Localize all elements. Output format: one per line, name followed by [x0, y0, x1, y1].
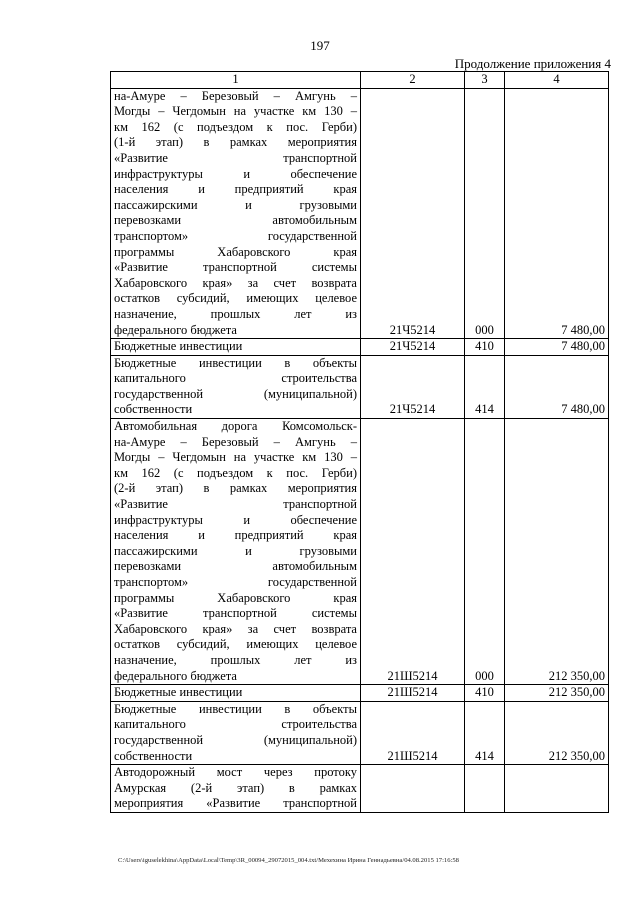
row-code: 21Ш5214 — [361, 419, 465, 685]
description-line: км 162 (с подъездом к пос. Герби) — [114, 465, 357, 480]
row-amount: 7 480,00 — [505, 88, 609, 339]
row-type — [465, 765, 505, 813]
description-line: программы Хабаровского края — [114, 244, 357, 259]
column-header-2: 2 — [361, 72, 465, 89]
description-line: Бюджетные инвестиции — [114, 339, 243, 354]
table-row — [111, 339, 609, 356]
row-code: 21Ш5214 — [361, 701, 465, 764]
description-line: Автодорожный мост через протоку — [114, 765, 357, 780]
description-line: Автомобильная дорога Комсомольск- — [114, 419, 357, 434]
description-line: пассажирскими и грузовыми — [114, 543, 357, 558]
row-amount: 7 480,00 — [505, 355, 609, 418]
column-header-1: 1 — [111, 72, 361, 89]
row-description — [111, 355, 361, 418]
row-amount: 212 350,00 — [505, 419, 609, 685]
description-line: программы Хабаровского края — [114, 590, 357, 605]
row-code: 21Ч5214 — [361, 339, 465, 356]
column-header-3: 3 — [465, 72, 505, 89]
description-line: государственной (муниципальной) — [114, 386, 357, 401]
description-line: Могды – Чегдомын на участке км 130 – — [114, 450, 357, 465]
description-line: населения и предприятий края — [114, 528, 357, 543]
row-description — [111, 419, 361, 685]
table-header-row — [111, 72, 609, 89]
budget-table — [110, 71, 609, 813]
table-row — [111, 419, 609, 685]
row-description — [111, 685, 361, 702]
description-line: назначение, прошлых лет из — [114, 652, 357, 667]
row-type: 414 — [465, 355, 505, 418]
description-line: собственности — [114, 402, 193, 417]
description-line: остатков субсидий, имеющих целевое — [114, 291, 357, 306]
description-line: капитального строительства — [114, 371, 357, 386]
row-type: 000 — [465, 88, 505, 339]
description-line: инфраструктуры и обеспечение — [114, 166, 357, 181]
row-amount — [505, 765, 609, 813]
description-line: на-Амуре – Березовый – Амгунь – — [114, 434, 357, 449]
description-line: Бюджетные инвестиции — [114, 685, 243, 700]
file-path-footer: C:\Users\iguselekhina\AppData\Local\Temp\3R_00094_29072015_004.txt/Мехехина Ирина Геннадьевна/04.08.2015 17:16:58 — [118, 857, 459, 864]
description-line: на-Амуре – Березовый – Амгунь – — [114, 88, 357, 103]
description-line: населения и предприятий края — [114, 182, 357, 197]
row-amount: 212 350,00 — [505, 701, 609, 764]
description-line: Хабаровского края» за счет возврата — [114, 621, 357, 636]
description-line: остатков субсидий, имеющих целевое — [114, 637, 357, 652]
description-line: назначение, прошлых лет из — [114, 306, 357, 321]
description-line: капитального строительства — [114, 717, 357, 732]
description-line: Бюджетные инвестиции в объекты — [114, 701, 357, 716]
description-line: пассажирскими и грузовыми — [114, 197, 357, 212]
description-line: Амурская (2-й этап) в рамках — [114, 780, 357, 795]
row-description — [111, 339, 361, 356]
row-code: 21Ч5214 — [361, 355, 465, 418]
description-line: федерального бюджета — [114, 668, 237, 683]
description-line: Бюджетные инвестиции в объекты — [114, 355, 357, 370]
table-row — [111, 701, 609, 764]
description-line: перевозками автомобильным — [114, 559, 357, 574]
description-line: (2-й этап) в рамках мероприятия — [114, 481, 357, 496]
description-line: «Развитие транспортной системы — [114, 260, 357, 275]
row-code: 21Ч5214 — [361, 88, 465, 339]
row-type: 410 — [465, 685, 505, 702]
description-line: федерального бюджета — [114, 322, 237, 337]
description-line: транспортом» государственной — [114, 228, 357, 243]
row-description — [111, 701, 361, 764]
description-line: государственной (муниципальной) — [114, 732, 357, 747]
row-type: 414 — [465, 701, 505, 764]
column-header-4: 4 — [505, 72, 609, 89]
description-line: перевозками автомобильным — [114, 213, 357, 228]
row-code — [361, 765, 465, 813]
table-row — [111, 88, 609, 339]
row-amount: 7 480,00 — [505, 339, 609, 356]
continuation-note: Продолжение приложения 4 — [454, 56, 611, 71]
row-code: 21Ш5214 — [361, 685, 465, 702]
page-number: 197 — [310, 38, 330, 53]
row-type: 000 — [465, 419, 505, 685]
description-line: мероприятия «Развитие транспортной — [114, 796, 357, 811]
description-line: «Развитие транспортной — [114, 150, 357, 165]
description-line: «Развитие транспортной — [114, 497, 357, 512]
row-description — [111, 88, 361, 339]
description-line: Могды – Чегдомын на участке км 130 – — [114, 104, 357, 119]
table-row — [111, 685, 609, 702]
row-description — [111, 765, 361, 813]
row-amount: 212 350,00 — [505, 685, 609, 702]
table-row — [111, 355, 609, 418]
description-line: инфраструктуры и обеспечение — [114, 512, 357, 527]
description-line: транспортом» государственной — [114, 575, 357, 589]
description-line: «Развитие транспортной системы — [114, 606, 357, 621]
description-line: км 162 (с подъездом к пос. Герби) — [114, 119, 357, 134]
table-row — [111, 765, 609, 813]
row-type: 410 — [465, 339, 505, 356]
description-line: (1-й этап) в рамках мероприятия — [114, 135, 357, 150]
description-line: собственности — [114, 748, 193, 763]
description-line: Хабаровского края» за счет возврата — [114, 275, 357, 290]
